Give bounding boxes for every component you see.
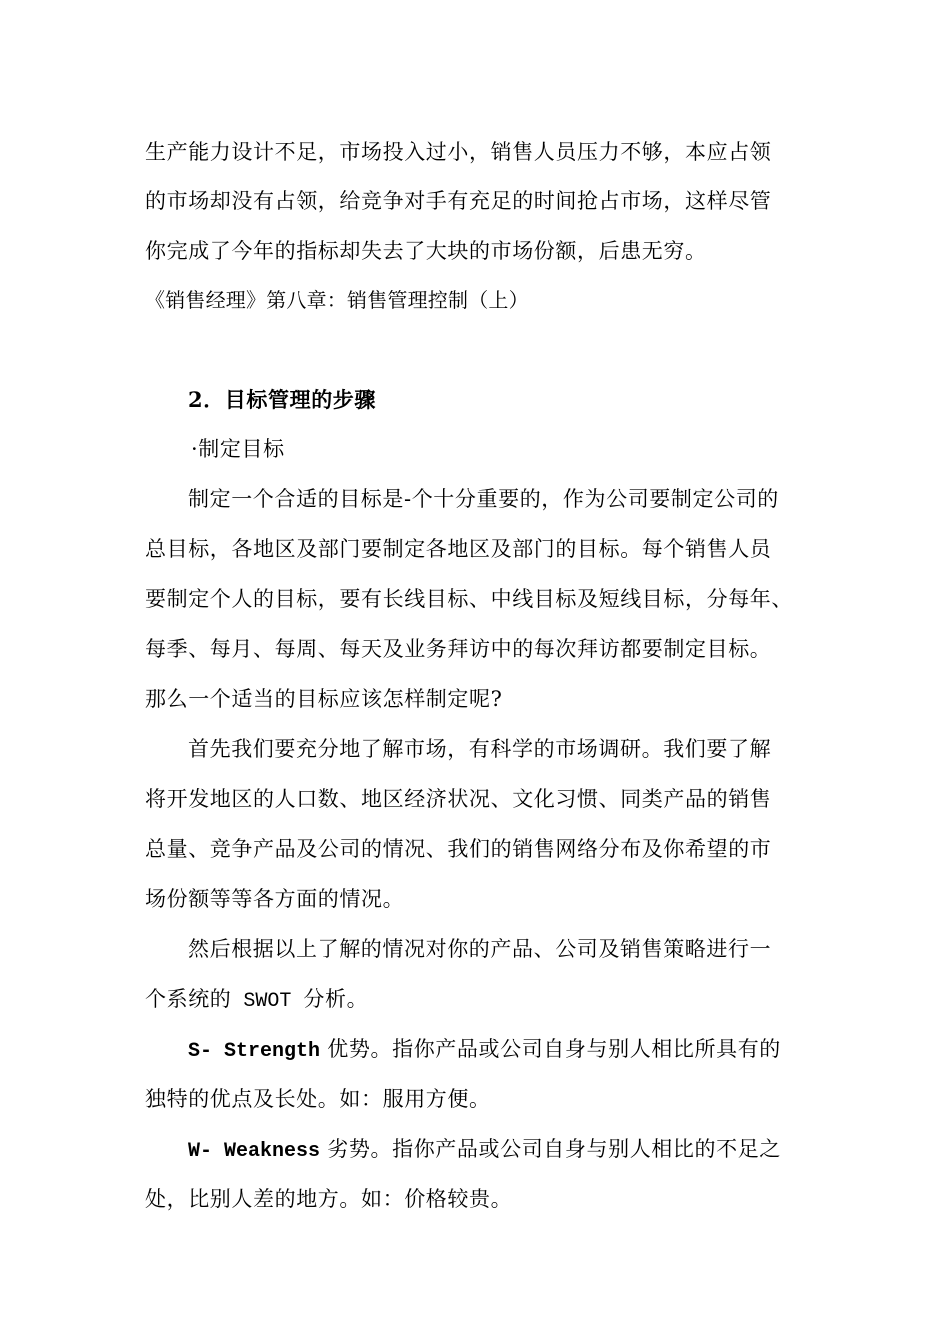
weakness-line-2: 处，比别人差的地方。如：价格较贵。 xyxy=(145,1187,513,1211)
paragraph1-line-2: 总目标，各地区及部门要制定各地区及部门的目标。每个销售人员 xyxy=(145,537,772,561)
paragraph3-line-2 xyxy=(145,984,368,1017)
intro-line-1: 生产能力设计不足，市场投入过小，销售人员压力不够，本应占领 xyxy=(145,140,772,164)
paragraph1-line-1: 制定一个合适的目标是-个十分重要的，作为公司要制定公司的 xyxy=(188,487,779,511)
swot-word: SWOT xyxy=(231,990,304,1013)
paragraph3-line-2-tail: 分析。 xyxy=(303,987,369,1011)
paragraph1-line-3: 要制定个人的目标，要有长线目标、中线目标及短线目标，分每年、 xyxy=(145,587,793,611)
strength-term: S- Strength xyxy=(188,1040,321,1063)
paragraph2-line-2: 将开发地区的人口数、地区经济状况、文化习惯、同类产品的销售 xyxy=(145,787,772,811)
strength-line-2: 独特的优点及长处。如：服用方便。 xyxy=(145,1087,491,1111)
weakness-term: W- Weakness xyxy=(188,1140,321,1163)
weakness-desc: 劣势。指你产品或公司自身与别人相比的不足之 xyxy=(320,1137,781,1161)
paragraph2-line-3: 总量、竞争产品及公司的情况、我们的销售网络分布及你希望的市 xyxy=(145,837,772,861)
paragraph1-line-4: 每季、每月、每周、每天及业务拜访中的每次拜访都要制定目标。 xyxy=(145,637,772,661)
weakness-line xyxy=(188,1134,781,1167)
strength-line xyxy=(188,1034,781,1067)
bullet-item: ·制定目标 xyxy=(191,437,285,461)
paragraph3-line-2-text: 个系统的 xyxy=(145,987,232,1011)
section-heading: 2．目标管理的步骤 xyxy=(188,387,377,412)
paragraph1-line-5: 那么一个适当的目标应该怎样制定呢? xyxy=(145,687,503,711)
intro-line-3: 你完成了今年的指标却失去了大块的市场份额，后患无穷。 xyxy=(145,239,707,263)
paragraph2-line-4: 场份额等等各方面的情况。 xyxy=(145,887,405,911)
intro-line-2: 的市场却没有占领，给竞争对手有充足的时间抢占市场，这样尽管 xyxy=(145,189,772,213)
chapter-reference: 《销售经理》第八章：销售管理控制（上） xyxy=(145,288,529,312)
strength-desc: 优势。指你产品或公司自身与别人相比所具有的 xyxy=(320,1037,781,1061)
paragraph2-line-1: 首先我们要充分地了解市场，有科学的市场调研。我们要了解 xyxy=(188,737,772,761)
paragraph3-line-1: 然后根据以上了解的情况对你的产品、公司及销售策略进行一 xyxy=(188,937,772,961)
